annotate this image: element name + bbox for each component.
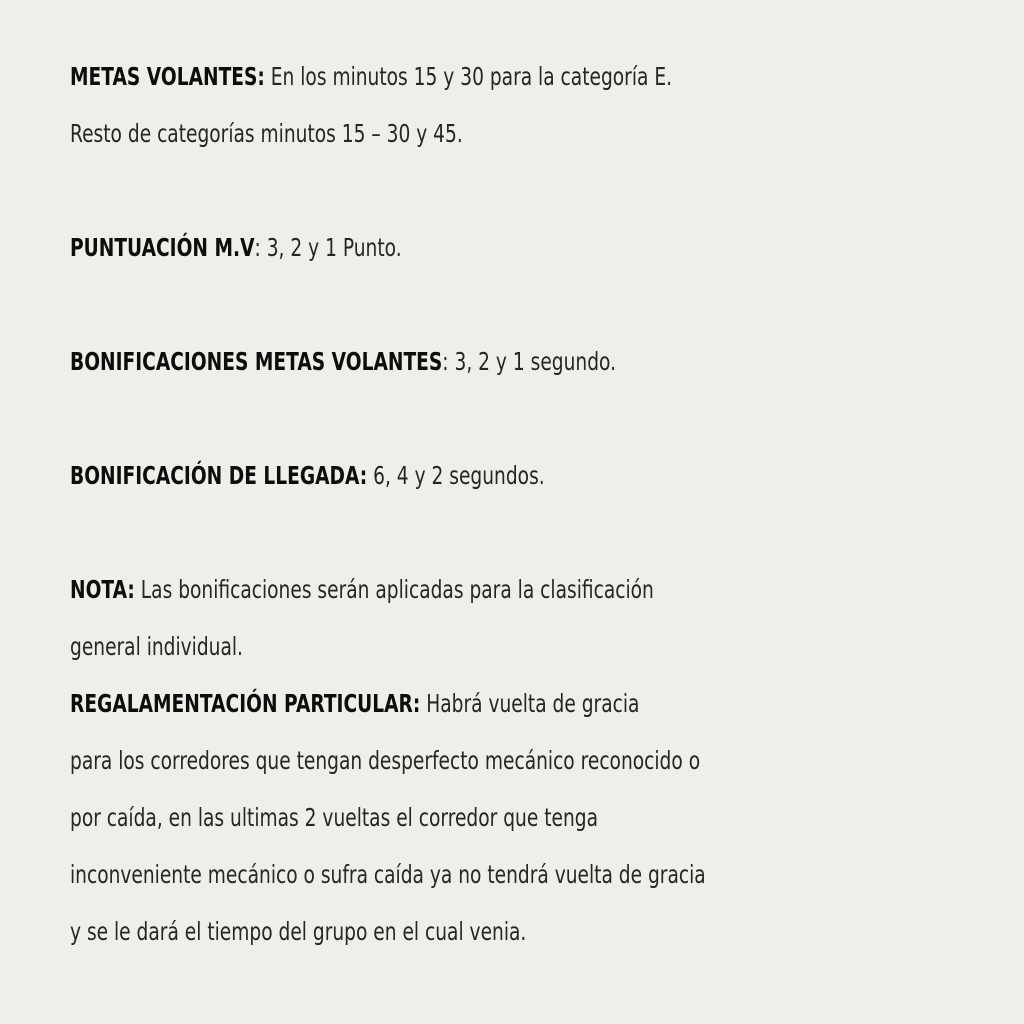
puntuacion-line	[70, 219, 970, 276]
reglamentacion-line-2: para los corredores que tengan desperfecto mecánico reconocido o	[70, 746, 701, 775]
metas-volantes-text: En los minutos 15 y 30 para la categoría E.	[264, 62, 673, 91]
nota-line	[70, 561, 970, 618]
reglamentacion-label: REGALAMENTACIÓN PARTICULAR:	[70, 689, 421, 718]
bonificaciones-text: : 3, 2 y 1 segundo.	[442, 347, 617, 376]
spacer	[70, 162, 754, 219]
reglamentacion-line-5: y se le dará el tiempo del grupo en el cual venia.	[70, 917, 527, 946]
metas-volantes-label: METAS VOLANTES:	[70, 62, 265, 91]
reglamentacion-text: Habrá vuelta de gracia	[420, 689, 640, 718]
spacer	[70, 276, 754, 333]
puntuacion-text: : 3, 2 y 1 Punto.	[254, 233, 402, 262]
nota-continuation: general individual.	[70, 632, 243, 661]
bonificaciones-line	[70, 333, 970, 390]
bonificacion-llegada-text: 6, 4 y 2 segundos.	[367, 461, 545, 490]
nota-text: Las bonificaciones serán aplicadas para la clasificación	[134, 575, 654, 604]
bonificacion-llegada-label: BONIFICACIÓN DE LLEGADA:	[70, 461, 368, 490]
reglamentacion-line-3: por caída, en las ultimas 2 vueltas el corredor que tenga	[70, 803, 598, 832]
document-body	[70, 48, 754, 960]
spacer	[70, 504, 754, 561]
reglamentacion-line	[70, 675, 970, 732]
metas-volantes-continuation: Resto de categorías minutos 15 – 30 y 45.	[70, 119, 463, 148]
bonificaciones-label: BONIFICACIONES METAS VOLANTES	[70, 347, 443, 376]
spacer	[70, 390, 754, 447]
reglamentacion-line-4: inconveniente mecánico o sufra caída ya no tendrá vuelta de gracia	[70, 860, 706, 889]
nota-label: NOTA:	[70, 575, 135, 604]
bonificacion-llegada-line	[70, 447, 970, 504]
puntuacion-label: PUNTUACIÓN M.V	[70, 233, 255, 262]
metas-volantes-line	[70, 48, 970, 105]
